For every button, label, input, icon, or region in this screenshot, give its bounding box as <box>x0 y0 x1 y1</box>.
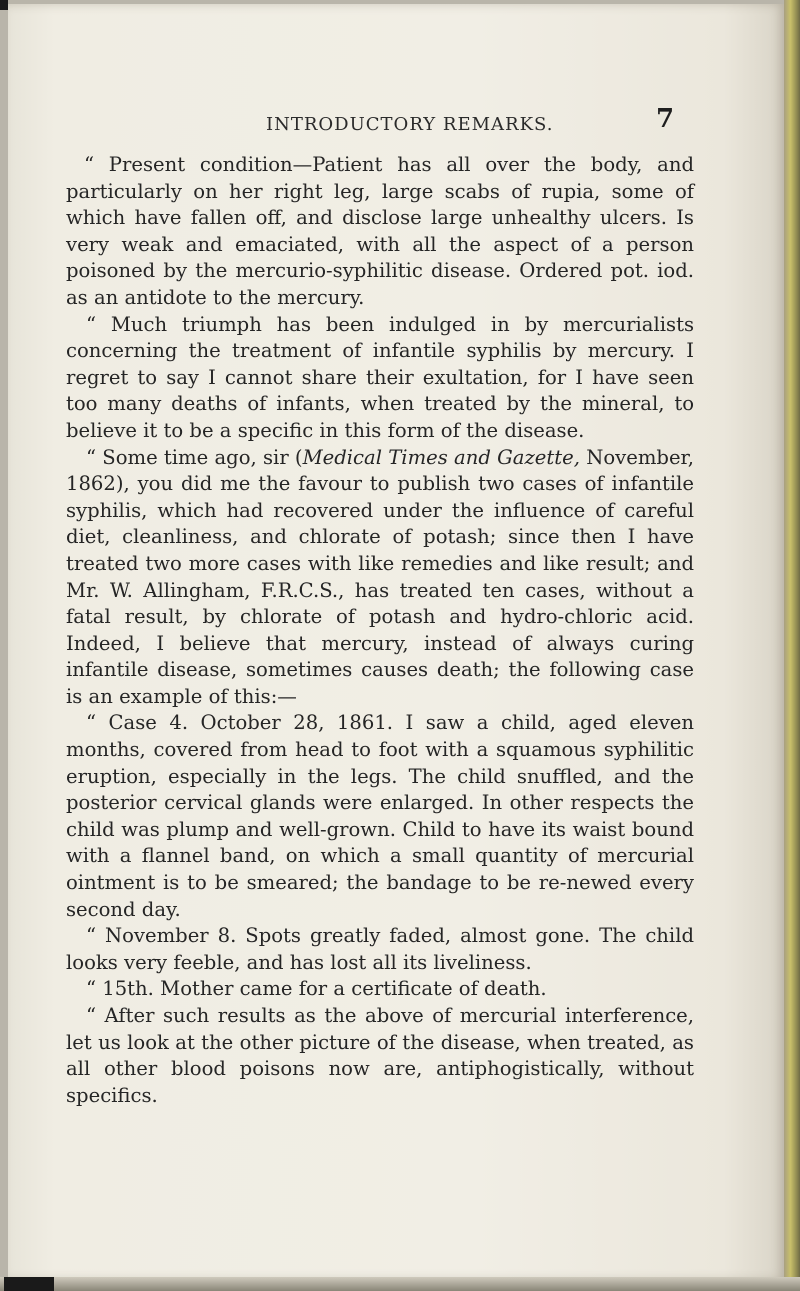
journal-title: Medical Times and Gazette, <box>302 445 580 469</box>
scan-corner-bottom-left <box>4 1277 54 1291</box>
page-edge-right <box>784 0 800 1291</box>
paragraph-after-such-results: “ After such results as the above of mercurial interference, let us look at the other picture of the disease, when treated, as all other blood poisons now are, antiphogistically, without specifics. <box>66 1004 694 1107</box>
body-text <box>66 152 694 1109</box>
paragraph-mercurialists: “ Much triumph has been indulged in by mercurialists concerning the treatment of infantile syphilis by mercury. I regret to say I cannot share their exultation, for I have seen too many deaths of infants, when treated by the mineral, to believe it to be a specific in this form of the disease. <box>66 312 694 442</box>
book-page <box>8 4 786 1280</box>
paragraph-november-8: “ November 8. Spots greatly faded, almost gone. The child looks very feeble, and has lost all its liveliness. <box>66 924 694 974</box>
page-number: 7 <box>656 104 675 134</box>
paragraph-15th: “ 15th. Mother came for a certificate of death. <box>86 977 547 1001</box>
running-head: INTRODUCTORY REMARKS. <box>266 114 554 135</box>
scan-corner-top-left <box>0 0 8 10</box>
paragraph-some-time-ago: “ Some time ago, sir (Medical Times and Gazette, November, 1862), you did me the favour to publish two cases of infantile syphilis, which had recovered under the influence of careful diet, cleanliness, and chlorate of potash; since then I have treated two more cases with like remedies and like result; and Mr. W. Allingham, F.R.C.S., has treated ten cases, without a fatal result, by chlorate of potash and hydro-chloric acid. Indeed, I believe that mercury, instead of always curing infantile disease, sometimes causes death; the following case is an example of this:— <box>66 445 695 708</box>
page-edge-bottom <box>0 1277 800 1291</box>
paragraph-present-condition: “ Present condition—Patient has all over the body, and particularly on her right leg, large scabs of rupia, some of which have fallen off, and disclose large unhealthy ulcers. Is very weak and emaciated, with all the aspect of a person poisoned by the mercurio-syphilitic disease. Ordered pot. iod. as an antidote to the mercury. <box>66 153 694 309</box>
paragraph-case-4: “ Case 4. October 28, 1861. I saw a child, aged eleven months, covered from head to foot with a squamous syphilitic eruption, especially in the legs. The child snuffled, and the posterior cervical glands were enlarged. In other respects the child was plump and well-grown. Child to have its waist bound with a flannel band, on which a small quantity of mercurial ointment is to be smeared; the bandage to be re-newed every second day. <box>66 711 694 921</box>
